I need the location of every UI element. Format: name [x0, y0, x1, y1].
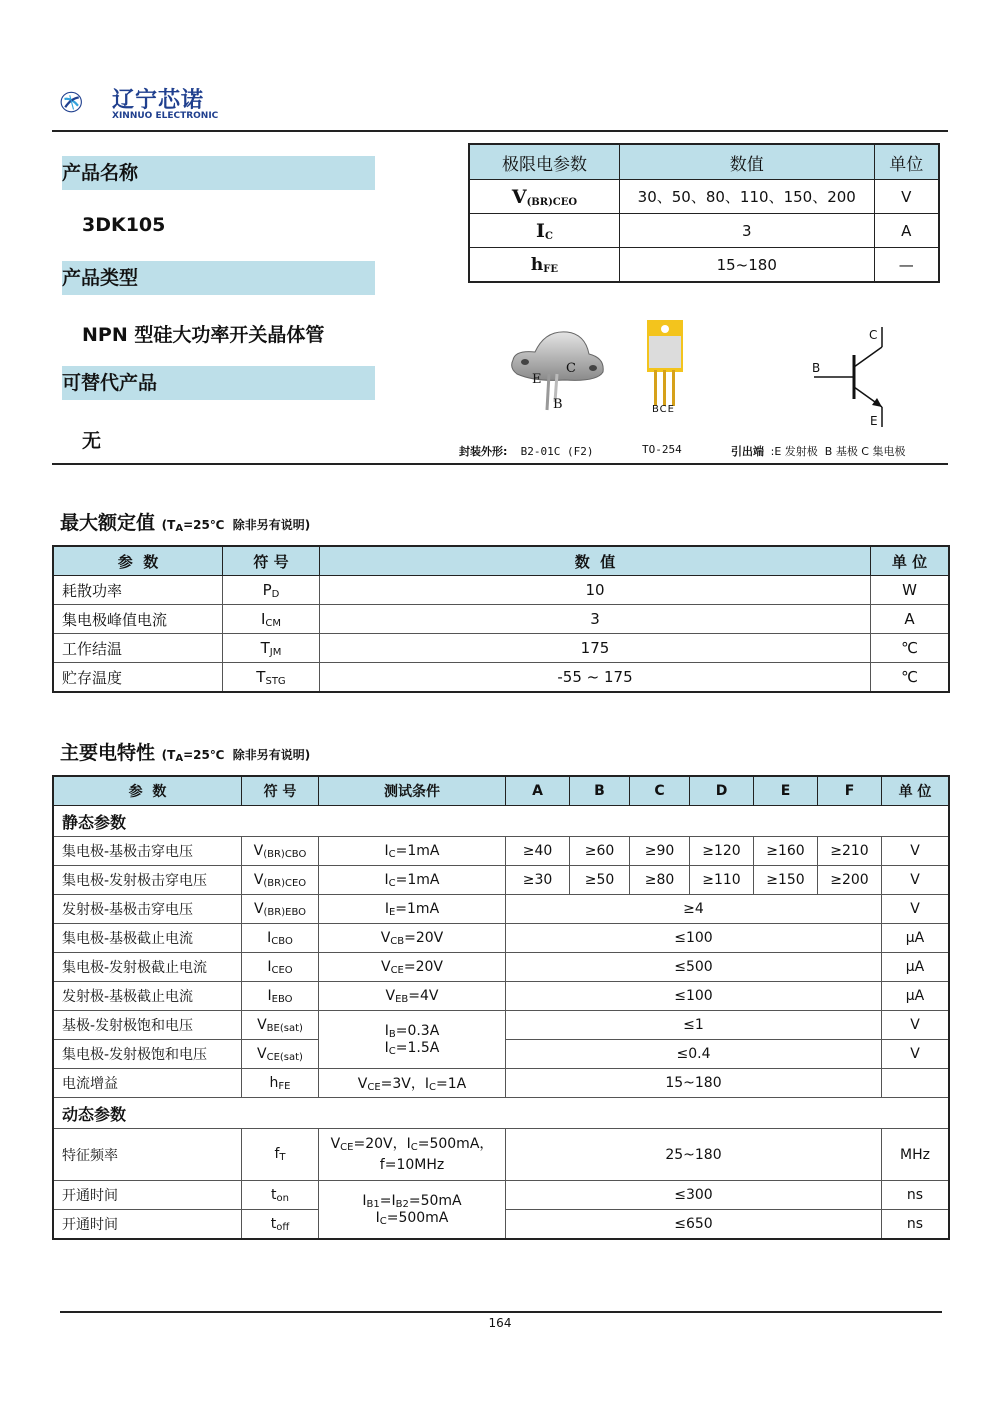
condition-cell: $V_{CE}=3V$，$I_C=1A$	[319, 1069, 506, 1098]
max-ratings-title: 最大额定值 ($T_A=25℃$ 除非另有说明)	[60, 512, 311, 534]
condition-cell: $I_C=1mA$	[319, 837, 506, 866]
group-row-static	[53, 806, 949, 837]
value-cell: 30、50、80、110、150、200	[619, 180, 874, 214]
unit-cell: V	[882, 1040, 950, 1069]
header-cell: 单 位	[871, 546, 950, 576]
unit-cell	[882, 1069, 950, 1098]
unit-cell: W	[871, 576, 950, 605]
table-row	[53, 1011, 949, 1040]
header-cell: 测试条件	[319, 776, 506, 806]
company-logo	[60, 72, 120, 132]
param-cell: 开通时间	[53, 1181, 242, 1210]
symbol-cell: $t_{on}$	[242, 1181, 319, 1210]
value-a: ≥30	[506, 866, 570, 895]
param-cell: 集电极-发射极击穿电压	[53, 866, 242, 895]
unit-cell: ns	[882, 1210, 950, 1240]
unit-cell: A	[874, 214, 939, 248]
symbol-cell: $I_{EBO}$	[242, 982, 319, 1011]
value-merged: ≤300	[506, 1181, 882, 1210]
param-cell: 集电极-发射极饱和电压	[53, 1040, 242, 1069]
table-row	[53, 895, 949, 924]
unit-cell: V	[874, 180, 939, 214]
param-cell: $V_{(BR)CEO}$	[469, 180, 619, 214]
header-cell: 参 数	[53, 776, 242, 806]
unit-cell: ℃	[871, 634, 950, 663]
table-row	[53, 1181, 949, 1210]
symbol-cell: $t_{off}$	[242, 1210, 319, 1240]
symbol-label-e: E	[870, 414, 878, 428]
condition-cell: $I_C=1mA$	[319, 866, 506, 895]
unit-cell: ns	[882, 1181, 950, 1210]
package-to-254-image	[643, 320, 687, 408]
param-cell: $I_C$	[469, 214, 619, 248]
table-row	[53, 982, 949, 1011]
param-cell: 工作结温	[53, 634, 223, 663]
package-caption: 封装外形: B2-01C (F2) TO-254 引出端 :E 发射极 B 基极 C 集电极	[459, 443, 906, 458]
value-d: ≥120	[690, 837, 754, 866]
pin-label-c: C	[566, 361, 576, 376]
header-cell: 单位	[874, 144, 939, 180]
header-cell: C	[630, 776, 690, 806]
param-cell: 发射极-基极击穿电压	[53, 895, 242, 924]
header-cell: 符 号	[223, 546, 320, 576]
value-b: ≥60	[570, 837, 630, 866]
table-row	[469, 214, 939, 248]
header-cell: E	[754, 776, 818, 806]
value-b: ≥50	[570, 866, 630, 895]
param-cell: 集电极峰值电流	[53, 605, 223, 634]
unit-cell: —	[874, 248, 939, 283]
unit-cell: μA	[882, 982, 950, 1011]
condition-cell: $I_B=0.3A$ $I_C=1.5A$	[319, 1011, 506, 1069]
table-row	[53, 634, 949, 663]
param-cell: 贮存温度	[53, 663, 223, 693]
condition-cell: $V_{CE}=20V$	[319, 953, 506, 982]
symbol-cell: $T_{STG}$	[223, 663, 320, 693]
param-cell: 耗散功率	[53, 576, 223, 605]
value-merged: ≤1	[506, 1011, 882, 1040]
table-row	[469, 180, 939, 214]
header-cell: A	[506, 776, 570, 806]
group-label: 动态参数	[53, 1098, 949, 1129]
table-row	[53, 924, 949, 953]
value-f: ≥200	[818, 866, 882, 895]
value-c: ≥90	[630, 837, 690, 866]
param-cell: 开通时间	[53, 1210, 242, 1240]
value-merged: 25~180	[506, 1129, 882, 1181]
value-cell: 15~180	[619, 248, 874, 283]
electrical-characteristics-table	[52, 775, 950, 1240]
brand-name-en: XINNUO ELECTRONIC	[112, 111, 219, 121]
brand-name-cn: 辽宁芯诺	[112, 88, 205, 113]
unit-cell: ℃	[871, 663, 950, 693]
unit-cell: V	[882, 1011, 950, 1040]
value-cell: 3	[619, 214, 874, 248]
symbol-cell: $h_{FE}$	[242, 1069, 319, 1098]
pin-label-e: E	[532, 372, 542, 387]
unit-cell: A	[871, 605, 950, 634]
header-cell: 参 数	[53, 546, 223, 576]
group-label: 静态参数	[53, 806, 949, 837]
unit-cell: V	[882, 866, 950, 895]
product-name-label: 产品名称	[62, 156, 375, 190]
header-rule	[52, 130, 948, 132]
product-name-value: 3DK105	[82, 214, 166, 236]
value-merged: 15~180	[506, 1069, 882, 1098]
symbol-cell: $V_{(BR)CEO}$	[242, 866, 319, 895]
footer-rule	[60, 1311, 942, 1313]
value-f: ≥210	[818, 837, 882, 866]
value-cell: 175	[320, 634, 871, 663]
electrical-characteristics-title: 主要电特性 ($T_A=25℃$ 除非另有说明)	[60, 742, 311, 764]
value-cell: 3	[320, 605, 871, 634]
table-row	[53, 953, 949, 982]
unit-cell: μA	[882, 953, 950, 982]
value-merged: ≤100	[506, 982, 882, 1011]
unit-cell: MHz	[882, 1129, 950, 1181]
symbol-cell: $V_{(BR)EBO}$	[242, 895, 319, 924]
unit-cell: V	[882, 895, 950, 924]
header-cell: B	[570, 776, 630, 806]
value-a: ≥40	[506, 837, 570, 866]
value-cell: 10	[320, 576, 871, 605]
table-header-row	[469, 144, 939, 180]
table-row	[469, 248, 939, 283]
npn-transistor-symbol	[810, 325, 890, 430]
unit-cell: μA	[882, 924, 950, 953]
group-row-dynamic	[53, 1098, 949, 1129]
pin-label-b: B	[553, 397, 563, 412]
symbol-cell: $I_{CBO}$	[242, 924, 319, 953]
value-merged: ≥4	[506, 895, 882, 924]
condition-cell: $I_E=1mA$	[319, 895, 506, 924]
unit-cell: V	[882, 837, 950, 866]
param-cell: 发射极-基极截止电流	[53, 982, 242, 1011]
value-merged: ≤0.4	[506, 1040, 882, 1069]
header-cell: 数 值	[320, 546, 871, 576]
symbol-cell: $I_{CEO}$	[242, 953, 319, 982]
value-cell: -55 ~ 175	[320, 663, 871, 693]
value-merged: ≤500	[506, 953, 882, 982]
param-cell: $h_{FE}$	[469, 248, 619, 283]
param-cell: 特征频率	[53, 1129, 242, 1181]
value-merged: ≤100	[506, 924, 882, 953]
table-row	[53, 576, 949, 605]
product-type-label: 产品类型	[62, 261, 375, 295]
table-row	[53, 866, 949, 895]
header-cell: D	[690, 776, 754, 806]
page-number: 164	[488, 1316, 512, 1330]
header-cell: 极限电参数	[469, 144, 619, 180]
condition-cell: $V_{CB}=20V$	[319, 924, 506, 953]
header-cell: 单 位	[882, 776, 950, 806]
value-e: ≥150	[754, 866, 818, 895]
header-cell: F	[818, 776, 882, 806]
limit-parameters-table	[468, 143, 940, 283]
symbol-cell: $V_{(BR)CBO}$	[242, 837, 319, 866]
product-type-value: NPN 型硅大功率开关晶体管	[82, 324, 325, 346]
to254-pin-labels: BCE	[652, 404, 675, 415]
table-header-row	[53, 776, 949, 806]
symbol-cell: $f_T$	[242, 1129, 319, 1181]
symbol-cell: $I_{CM}$	[223, 605, 320, 634]
param-cell: 集电极-基极击穿电压	[53, 837, 242, 866]
value-d: ≥110	[690, 866, 754, 895]
header-cell: 符 号	[242, 776, 319, 806]
symbol-label-b: B	[812, 361, 821, 375]
table-row	[53, 605, 949, 634]
table-row	[53, 663, 949, 693]
param-cell: 集电极-基极截止电流	[53, 924, 242, 953]
value-merged: ≤650	[506, 1210, 882, 1240]
condition-cell: $I_{B1}=I_{B2}=50mA$ $I_C=500mA$	[319, 1181, 506, 1240]
symbol-cell: $T_{JM}$	[223, 634, 320, 663]
symbol-label-c: C	[869, 328, 878, 342]
header-cell: 数值	[619, 144, 874, 180]
section-rule	[52, 463, 948, 465]
param-cell: 基极-发射极饱和电压	[53, 1011, 242, 1040]
alternative-value: 无	[82, 430, 102, 452]
table-row	[53, 1129, 949, 1181]
symbol-cell: $P_D$	[223, 576, 320, 605]
symbol-cell: $V_{BE(sat)}$	[242, 1011, 319, 1040]
value-e: ≥160	[754, 837, 818, 866]
table-row	[53, 837, 949, 866]
alternative-label: 可替代产品	[62, 366, 375, 400]
condition-cell: $V_{CE}=20V$，$I_C=500mA$， f=10MHz	[319, 1129, 506, 1181]
param-cell: 集电极-发射极截止电流	[53, 953, 242, 982]
param-cell: 电流增益	[53, 1069, 242, 1098]
symbol-cell: $V_{CE(sat)}$	[242, 1040, 319, 1069]
table-header-row	[53, 546, 949, 576]
max-ratings-table	[52, 545, 950, 693]
condition-cell: $V_{EB}=4V$	[319, 982, 506, 1011]
value-c: ≥80	[630, 866, 690, 895]
table-row	[53, 1069, 949, 1098]
